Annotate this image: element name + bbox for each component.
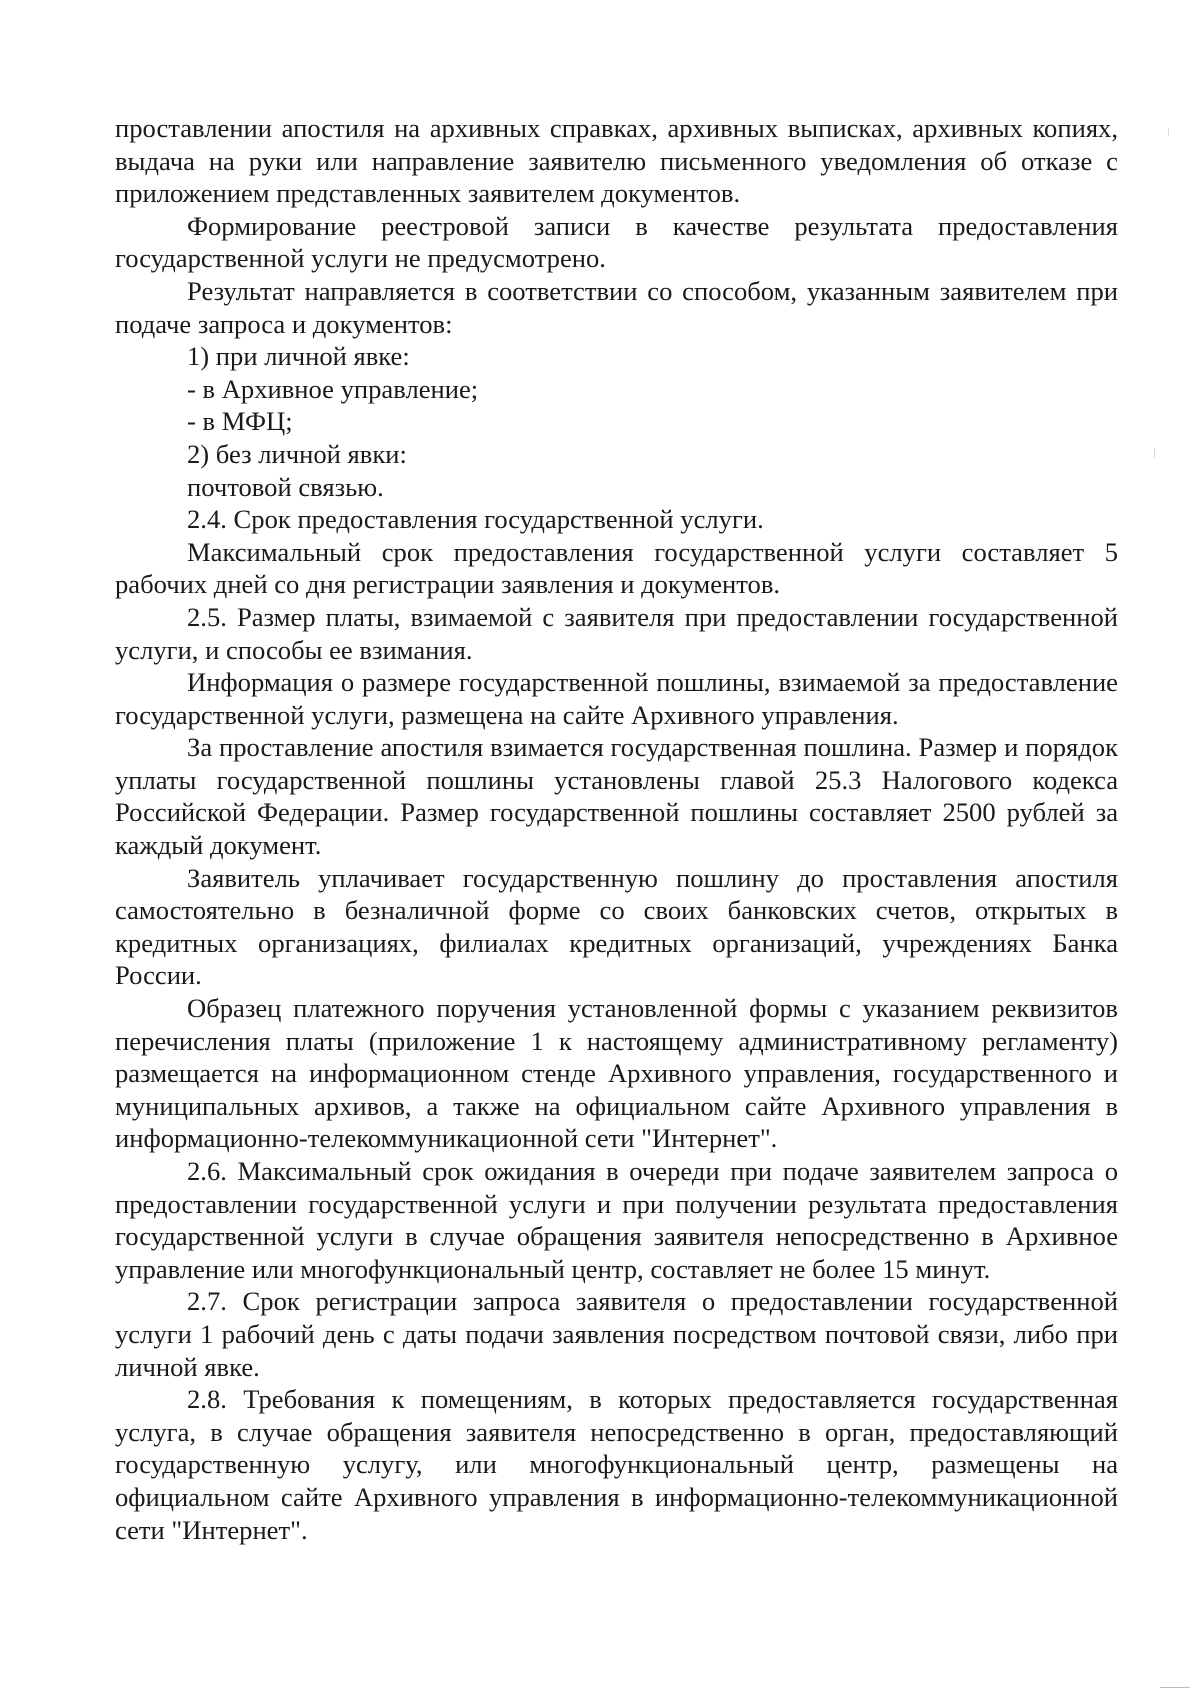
document-body bbox=[115, 112, 1118, 1546]
scan-artifact bbox=[1160, 1687, 1190, 1688]
paragraph-result-apostille: проставлении апостиля на архивных справках, архивных выписках, архивных копиях, выдача на руки или направление заявителю письменного уведомления об отказе с приложением представленных заявителем документов. bbox=[115, 113, 1118, 209]
paragraph-payment-sample: Образец платежного поручения установленной формы с указанием реквизитов перечисления платы (приложение 1 к настоящему административному регламенту) размещается на информационном стенде Архивного управления, государственного и муниципальных архивов, а также на официальном сайте Архивного управления в информационно-телекоммуникационной сети "Интернет". bbox=[115, 993, 1118, 1154]
paragraph-apostille-fee: За проставление апостиля взимается государственная пошлина. Размер и порядок уплаты государственной пошлины установлены главой 25.3 Налогового кодекса Российской Федерации. Размер государственной пошлины составляет 2500 рублей за каждый документ. bbox=[115, 732, 1118, 861]
list-item-mfc: - в МФЦ; bbox=[187, 406, 293, 437]
paragraph-payment-method: Заявитель уплачивает государственную пошлину до проставления апостиля самостоятельно в безналичной форме со своих банковских счетов, открытых в кредитных организациях, филиалах кредитных организаций, учреждениях Банка России. bbox=[115, 862, 1118, 991]
paragraph-result-delivery: Результат направляется в соответствии со способом, указанным заявителем при подаче запроса и документов: bbox=[115, 275, 1118, 339]
section-heading-2-6: 2.6. Максимальный срок ожидания в очереди при подаче заявителем запроса о предоставлении государственной услуги и при получении результата предоставления государственной услуги в случае обращения заявителя непосредственно в Архивное управление или многофункциональный центр, составляет не более 15 минут. bbox=[115, 1156, 1118, 1284]
list-item-archive-office: - в Архивное управление; bbox=[187, 373, 479, 404]
section-heading-2-7: 2.7. Срок регистрации запроса заявителя о предоставлении государственной услуги 1 рабочий день с даты подачи заявления посредством почтовой связи, либо при личной явке. bbox=[115, 1286, 1118, 1382]
section-heading-2-5: 2.5. Размер платы, взимаемой с заявителя при предоставлении государственной услуги, и способы ее взимания. bbox=[115, 601, 1118, 665]
section-heading-2-8: 2.8. Требования к помещениям, в которых предоставляется государственная услуга, в случае обращения заявителя непосредственно в орган, предоставляющий государственную услугу, или многофункциональный центр, размещены на официальном сайте Архивного управления в информационно-телекоммуникационной сети "Интернет". bbox=[115, 1384, 1118, 1545]
paragraph-max-term: Максимальный срок предоставления государственной услуги составляет 5 рабочих дней со дня регистрации заявления и документов. bbox=[115, 536, 1118, 600]
section-heading-2-4: 2.4. Срок предоставления государственной услуги. bbox=[187, 504, 764, 535]
scan-artifact bbox=[1154, 448, 1155, 458]
list-item-remote: 2) без личной явки: bbox=[187, 438, 407, 469]
scan-artifact bbox=[1168, 128, 1169, 136]
list-item-in-person: 1) при личной явке: bbox=[187, 341, 410, 372]
list-item-postal: почтовой связью. bbox=[187, 471, 384, 502]
paragraph-fee-info: Информация о размере государственной пошлины, взимаемой за предоставление государственной услуги, размещена на сайте Архивного управления. bbox=[115, 667, 1118, 730]
paragraph-registry-record: Формирование реестровой записи в качестве результата предоставления государственной услуги не предусмотрено. bbox=[115, 210, 1118, 274]
